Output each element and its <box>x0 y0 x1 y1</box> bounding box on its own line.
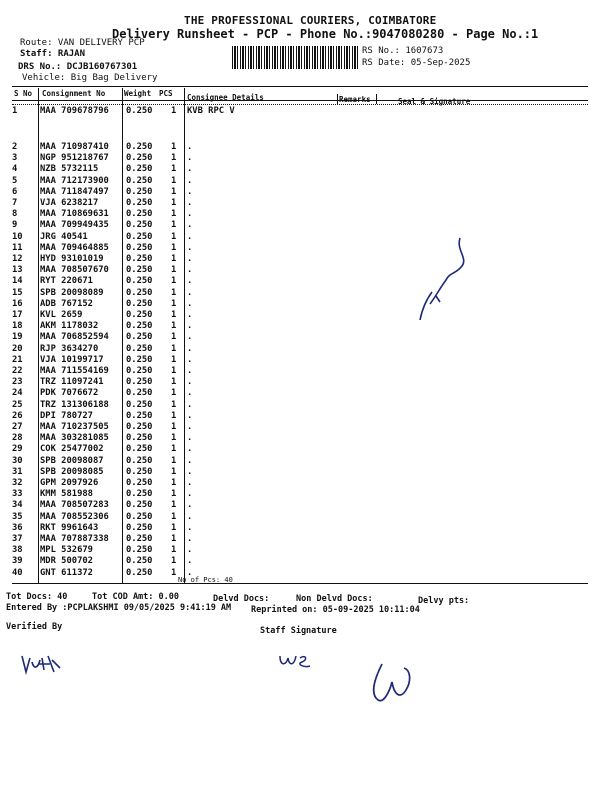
row-sno: 19 <box>12 332 23 343</box>
column-sno: S No <box>14 89 33 98</box>
row-consignee: . <box>187 175 193 186</box>
row-consignee: . <box>187 231 193 242</box>
row-weight: 0.250 <box>126 388 153 399</box>
company-name: THE PROFESSIONAL COURIERS, COIMBATORE <box>184 14 437 27</box>
row-consignee: . <box>187 209 193 220</box>
row-consignment: MAA 707887338 <box>40 534 109 544</box>
staff-initials <box>276 646 314 672</box>
delivery-points: Delvy pts: <box>418 596 470 606</box>
row-sno: 39 <box>12 556 23 567</box>
row-pcs: 1 <box>171 106 177 116</box>
table-row <box>0 254 600 265</box>
column-divider <box>337 94 338 104</box>
table-row <box>0 176 600 187</box>
column-consignment: Consignment No <box>42 89 106 98</box>
table-row <box>0 545 600 556</box>
column-seal: Seal & Signature <box>398 97 471 106</box>
row-consignee: . <box>187 254 193 264</box>
row-weight: 0.250 <box>126 106 153 116</box>
row-pcs: 1 <box>171 377 177 388</box>
row-sno: 5 <box>12 175 18 186</box>
row-consignment: NGP 951218767 <box>40 153 109 164</box>
row-consignment: COK 25477002 <box>40 444 104 455</box>
row-pcs: 1 <box>171 366 177 376</box>
row-pcs: 1 <box>171 410 177 421</box>
row-sno: 26 <box>12 410 23 421</box>
table-row <box>0 220 600 231</box>
row-consignee: . <box>187 142 193 152</box>
table-row <box>0 556 600 567</box>
row-consignee: . <box>187 500 193 511</box>
table-row <box>0 444 600 455</box>
row-pcs: 1 <box>171 220 177 231</box>
row-weight: 0.250 <box>126 209 153 220</box>
column-divider <box>376 94 377 104</box>
row-pcs: 1 <box>171 164 177 175</box>
row-sno: 37 <box>12 534 23 544</box>
row-consignment: KVL 2659 <box>40 310 83 320</box>
row-weight: 0.250 <box>126 522 153 533</box>
row-consignee: . <box>187 220 193 231</box>
row-weight: 0.250 <box>126 231 153 242</box>
drs-number: DRS No.: DCJB160767301 <box>18 62 138 72</box>
row-consignment: PDK 7076672 <box>40 388 99 399</box>
row-weight: 0.250 <box>126 466 153 477</box>
column-pcs: PCS <box>159 89 173 98</box>
row-pcs: 1 <box>171 287 177 298</box>
row-pcs: 1 <box>171 444 177 455</box>
row-weight: 0.250 <box>126 354 153 365</box>
row-consignee: . <box>187 410 193 421</box>
row-weight: 0.250 <box>126 287 153 298</box>
row-consignment: RYT 220671 <box>40 276 93 287</box>
row-pcs: 1 <box>171 321 177 332</box>
row-consignee: . <box>187 455 193 466</box>
row-weight: 0.250 <box>126 455 153 466</box>
pieces-count: No of Pcs: 40 <box>178 576 233 584</box>
row-weight: 0.250 <box>126 164 153 175</box>
row-pcs: 1 <box>171 186 177 197</box>
row-consignee: . <box>187 164 193 175</box>
table-row <box>0 265 600 276</box>
staff-signature-label: Staff Signature <box>260 626 337 636</box>
column-weight: Weight <box>124 89 152 98</box>
handwritten-signature <box>410 230 480 330</box>
row-pcs: 1 <box>171 388 177 399</box>
row-consignment: KMM 581988 <box>40 489 93 500</box>
row-sno: 15 <box>12 287 23 298</box>
row-sno: 10 <box>12 231 23 242</box>
row-weight: 0.250 <box>126 377 153 388</box>
row-consignee: . <box>187 343 193 354</box>
total-cod-amount: Tot COD Amt: 0.00 <box>92 592 179 602</box>
row-consignee: . <box>187 556 193 567</box>
column-remarks: Remarks <box>339 95 371 104</box>
row-sno: 22 <box>12 366 23 376</box>
table-row <box>0 198 600 209</box>
row-weight: 0.250 <box>126 276 153 287</box>
row-pcs: 1 <box>171 399 177 410</box>
row-weight: 0.250 <box>126 567 153 578</box>
row-pcs: 1 <box>171 511 177 522</box>
row-pcs: 1 <box>171 556 177 567</box>
row-consignee: . <box>187 478 193 488</box>
verified-by-label: Verified By <box>6 622 63 632</box>
row-consignment: MAA 711847497 <box>40 186 109 197</box>
table-row <box>0 321 600 332</box>
row-weight: 0.250 <box>126 511 153 522</box>
row-pcs: 1 <box>171 455 177 466</box>
row-weight: 0.250 <box>126 153 153 164</box>
row-consignment: JRG 40541 <box>40 231 88 242</box>
row-sno: 27 <box>12 422 23 432</box>
row-consignment: DPI 780727 <box>40 410 93 421</box>
row-sno: 25 <box>12 399 23 410</box>
table-row <box>0 500 600 511</box>
table-row <box>0 288 600 299</box>
table-row <box>0 456 600 467</box>
row-consignee: . <box>187 545 193 556</box>
table-row <box>0 433 600 444</box>
table-row <box>0 299 600 310</box>
row-consignment: SPB 20098087 <box>40 455 104 466</box>
row-consignee: . <box>187 276 193 287</box>
reprinted-on: Reprinted on: 05-09-2025 10:11:04 <box>251 605 420 615</box>
row-sno: 28 <box>12 433 23 444</box>
table-row <box>0 512 600 523</box>
row-sno: 3 <box>12 153 18 164</box>
row-pcs: 1 <box>171 354 177 365</box>
row-sno: 29 <box>12 444 23 455</box>
row-weight: 0.250 <box>126 198 153 208</box>
row-consignment: SPB 20098085 <box>40 466 104 477</box>
row-pcs: 1 <box>171 265 177 276</box>
row-weight: 0.250 <box>126 242 153 253</box>
row-weight: 0.250 <box>126 489 153 500</box>
row-sno: 18 <box>12 321 23 332</box>
verifier-signature <box>18 648 66 678</box>
row-sno: 9 <box>12 220 18 231</box>
row-consignee: . <box>187 198 193 208</box>
row-consignee: . <box>187 265 193 276</box>
row-consignment: MAA 706852594 <box>40 332 109 343</box>
row-pcs: 1 <box>171 310 177 320</box>
table-row <box>0 243 600 254</box>
row-sno: 12 <box>12 254 23 264</box>
row-consignee: . <box>187 444 193 455</box>
table-row <box>0 187 600 198</box>
row-consignee: . <box>187 366 193 376</box>
table-row <box>0 142 600 153</box>
table-row <box>0 478 600 489</box>
row-consignee: . <box>187 567 193 578</box>
row-consignment: SPB 20098089 <box>40 287 104 298</box>
row-weight: 0.250 <box>126 298 153 309</box>
table-bottom-rule <box>12 583 588 584</box>
row-consignment: NZB 5732115 <box>40 164 99 175</box>
row-consignee: . <box>187 534 193 544</box>
row-weight: 0.250 <box>126 500 153 511</box>
row-consignee: . <box>187 186 193 197</box>
row-weight: 0.250 <box>126 321 153 332</box>
row-consignment: MAA 708552306 <box>40 511 109 522</box>
row-pcs: 1 <box>171 343 177 354</box>
non-delivered-docs: Non Delvd Docs: <box>296 594 373 604</box>
row-sno: 36 <box>12 522 23 533</box>
row-sno: 40 <box>12 567 23 578</box>
row-pcs: 1 <box>171 276 177 287</box>
row-weight: 0.250 <box>126 186 153 197</box>
row-pcs: 1 <box>171 198 177 208</box>
row-pcs: 1 <box>171 254 177 264</box>
table-header-rule <box>12 100 588 101</box>
row-consignment: MAA 709464885 <box>40 242 109 253</box>
row-weight: 0.250 <box>126 556 153 567</box>
row-consignment: VJA 10199717 <box>40 354 104 365</box>
row-consignment: MAA 303281085 <box>40 433 109 444</box>
row-sno: 24 <box>12 388 23 399</box>
row-sno: 34 <box>12 500 23 511</box>
row-pcs: 1 <box>171 209 177 220</box>
row-pcs: 1 <box>171 466 177 477</box>
table-row <box>0 106 600 117</box>
row-sno: 16 <box>12 298 23 309</box>
row-weight: 0.250 <box>126 422 153 432</box>
row-sno: 11 <box>12 242 23 253</box>
row-pcs: 1 <box>171 534 177 544</box>
row-consignment: MAA 712173900 <box>40 175 109 186</box>
row-consignment: MAA 710987410 <box>40 142 109 152</box>
row-pcs: 1 <box>171 567 177 578</box>
row-consignment: TRZ 11097241 <box>40 377 104 388</box>
rs-number: RS No.: 1607673 <box>362 46 444 56</box>
row-consignee: . <box>187 377 193 388</box>
table-row <box>0 568 600 579</box>
row-consignee: . <box>187 388 193 399</box>
row-weight: 0.250 <box>126 343 153 354</box>
entered-by: Entered By :PCPLAKSHMI 09/05/2025 9:41:19 AM <box>6 603 232 613</box>
row-sno: 8 <box>12 209 18 220</box>
row-pcs: 1 <box>171 489 177 500</box>
row-sno: 4 <box>12 164 18 175</box>
row-pcs: 1 <box>171 298 177 309</box>
table-row <box>0 489 600 500</box>
row-consignment: MAA 708507283 <box>40 500 109 511</box>
delivered-docs: Delvd Docs: <box>213 594 270 604</box>
row-consignment: MAA 708507670 <box>40 265 109 276</box>
row-sno: 14 <box>12 276 23 287</box>
table-top-rule <box>12 86 588 87</box>
table-row <box>0 411 600 422</box>
row-sno: 30 <box>12 455 23 466</box>
row-consignee: . <box>187 321 193 332</box>
column-consignee: Consignee Details <box>187 93 264 102</box>
barcode <box>232 46 358 69</box>
row-consignment: ADB 767152 <box>40 298 93 309</box>
row-pcs: 1 <box>171 153 177 164</box>
table-header-dotted-rule <box>12 104 588 105</box>
row-consignee: . <box>187 522 193 533</box>
table-row <box>0 400 600 411</box>
row-consignee: . <box>187 287 193 298</box>
row-pcs: 1 <box>171 142 177 152</box>
row-sno: 32 <box>12 478 23 488</box>
row-consignment: TRZ 131306188 <box>40 399 109 410</box>
row-pcs: 1 <box>171 422 177 432</box>
row-weight: 0.250 <box>126 534 153 544</box>
staff-signature <box>364 660 416 708</box>
rs-date: RS Date: 05-Sep-2025 <box>362 58 471 68</box>
row-weight: 0.250 <box>126 265 153 276</box>
table-row <box>0 232 600 243</box>
row-pcs: 1 <box>171 242 177 253</box>
row-consignee: . <box>187 433 193 444</box>
row-consignment: VJA 6238217 <box>40 198 99 208</box>
row-consignment: MAA 709949435 <box>40 220 109 231</box>
row-sno: 2 <box>12 142 18 152</box>
row-consignment: MPL 532679 <box>40 545 93 556</box>
row-sno: 38 <box>12 545 23 556</box>
row-pcs: 1 <box>171 433 177 444</box>
row-weight: 0.250 <box>126 478 153 488</box>
row-pcs: 1 <box>171 332 177 343</box>
page-title: Delivery Runsheet - PCP - Phone No.:9047080280 - Page No.:1 <box>112 27 539 41</box>
row-weight: 0.250 <box>126 366 153 376</box>
table-row <box>0 377 600 388</box>
row-pcs: 1 <box>171 545 177 556</box>
row-weight: 0.250 <box>126 142 153 152</box>
row-weight: 0.250 <box>126 399 153 410</box>
route-label: Route: VAN DELIVERY PCP <box>20 38 145 48</box>
table-row <box>0 209 600 220</box>
row-consignment: MAA 710237505 <box>40 422 109 432</box>
row-consignment: MAA 711554169 <box>40 366 109 376</box>
row-consignee: . <box>187 399 193 410</box>
vehicle-label: Vehicle: Big Bag Delivery <box>22 73 158 83</box>
table-row <box>0 388 600 399</box>
row-consignee: . <box>187 354 193 365</box>
table-row <box>0 523 600 534</box>
table-row <box>0 355 600 366</box>
row-weight: 0.250 <box>126 254 153 264</box>
row-sno: 13 <box>12 265 23 276</box>
row-weight: 0.250 <box>126 220 153 231</box>
row-consignee: . <box>187 422 193 432</box>
row-weight: 0.250 <box>126 175 153 186</box>
row-weight: 0.250 <box>126 545 153 556</box>
row-consignee: . <box>187 242 193 253</box>
row-weight: 0.250 <box>126 310 153 320</box>
row-consignee: KVB RPC V <box>187 106 235 116</box>
table-row <box>0 153 600 164</box>
table-row <box>0 366 600 377</box>
row-consignment: HYD 93101019 <box>40 254 104 264</box>
row-sno: 21 <box>12 354 23 365</box>
row-consignment: AKM 1178032 <box>40 321 99 332</box>
row-pcs: 1 <box>171 478 177 488</box>
row-weight: 0.250 <box>126 433 153 444</box>
row-consignee: . <box>187 511 193 522</box>
row-sno: 35 <box>12 511 23 522</box>
table-row <box>0 344 600 355</box>
table-row <box>0 164 600 175</box>
row-sno: 33 <box>12 489 23 500</box>
total-docs: Tot Docs: 40 <box>6 592 68 602</box>
table-row <box>0 534 600 545</box>
row-sno: 23 <box>12 377 23 388</box>
row-weight: 0.250 <box>126 332 153 343</box>
row-consignee: . <box>187 466 193 477</box>
row-pcs: 1 <box>171 175 177 186</box>
row-pcs: 1 <box>171 522 177 533</box>
table-row <box>0 310 600 321</box>
row-sno: 1 <box>12 106 18 116</box>
row-consignment: MAA 710869631 <box>40 209 109 220</box>
row-consignment: RJP 3634270 <box>40 343 99 354</box>
row-consignment: GPM 2097926 <box>40 478 99 488</box>
row-consignment: RKT 9961643 <box>40 522 99 533</box>
table-row <box>0 422 600 433</box>
staff-label: Staff: RAJAN <box>20 49 86 59</box>
row-consignee: . <box>187 332 193 343</box>
row-consignee: . <box>187 298 193 309</box>
row-sno: 6 <box>12 186 18 197</box>
row-consignment: GNT 611372 <box>40 567 93 578</box>
row-sno: 31 <box>12 466 23 477</box>
row-sno: 7 <box>12 198 18 208</box>
row-consignment: MAA 709678796 <box>40 106 109 116</box>
table-row <box>0 332 600 343</box>
table-row <box>0 467 600 478</box>
row-consignee: . <box>187 310 193 320</box>
row-weight: 0.250 <box>126 444 153 455</box>
row-sno: 20 <box>12 343 23 354</box>
row-weight: 0.250 <box>126 410 153 421</box>
row-pcs: 1 <box>171 231 177 242</box>
row-sno: 17 <box>12 310 23 320</box>
table-row <box>0 276 600 287</box>
row-pcs: 1 <box>171 500 177 511</box>
row-consignee: . <box>187 489 193 500</box>
row-consignment: MDR 500702 <box>40 556 93 567</box>
row-consignee: . <box>187 153 193 164</box>
